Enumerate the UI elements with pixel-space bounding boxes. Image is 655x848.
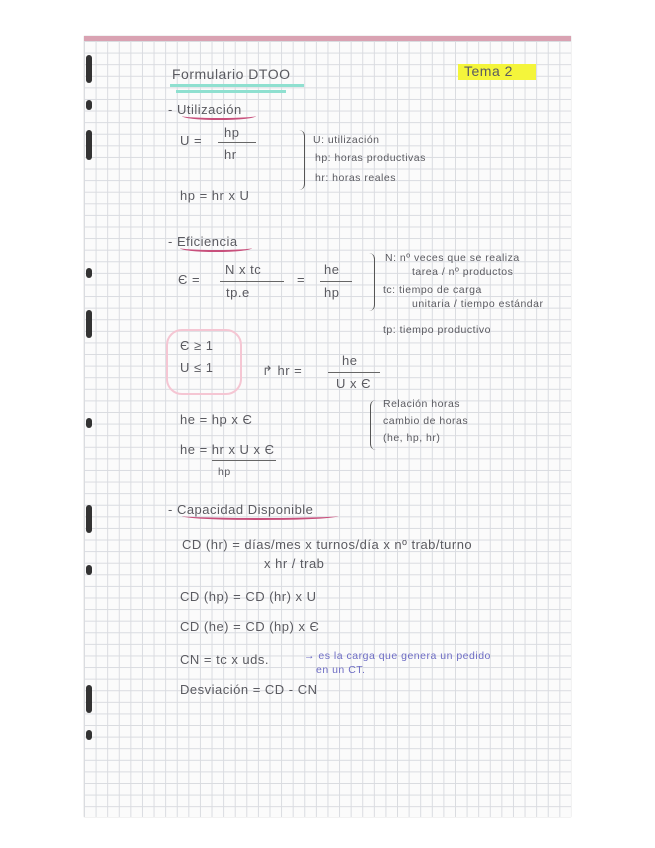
legend-item: U: utilización [313,134,380,146]
equals: = [297,272,306,287]
legend-item: tp: tiempo productivo [383,324,491,336]
section-heading: - Utilización [168,102,242,117]
fraction-numerator: he [342,353,358,368]
formula-lhs: Є = [178,272,201,287]
formula-lhs: ↱ hr = [262,363,303,378]
legend-item: tarea / nº productos [412,266,514,278]
fraction-denominator: hp [324,285,340,300]
brace [298,130,305,190]
formula: he = hr x U x Є [180,442,275,457]
binder-hole [86,100,92,110]
topic-tag: Tema 2 [464,63,513,79]
annotation-note: → es la carga que genera un pedido [304,650,491,662]
fraction-line [320,281,352,282]
binder-hole [86,730,92,740]
brace [370,400,377,450]
fraction-line [328,372,380,373]
fraction-line [220,281,284,282]
formula: CN = tc x uds. [180,652,269,667]
binder-hole [86,268,92,278]
binder-hole [86,685,92,713]
binder-hole [86,130,92,160]
relation-note: cambio de horas [383,415,469,427]
fraction-denominator: U x Є [336,376,371,391]
fraction-denominator: tp.e [226,285,250,300]
fraction-denominator: hr [224,147,237,162]
fraction-numerator: N x tc [225,262,262,277]
page-title: Formulario DTOO [172,66,291,82]
formula: CD (hp) = CD (hr) x U [180,589,317,604]
title-highlight [170,84,304,87]
fraction-numerator: hp [224,125,240,140]
heading-underline [182,512,338,520]
formula-continuation: x hr / trab [264,556,325,571]
relation-note: (he, hp, hr) [383,432,441,444]
formula: CD (hr) = días/mes x turnos/día x nº trab/turno [182,537,473,552]
heading-underline [180,244,252,252]
binder-hole [86,55,92,83]
heading-underline [182,112,256,120]
legend-item: unitaria / tiempo estándar [412,298,544,310]
brace [368,253,375,311]
formula: he = hp x Є [180,412,253,427]
section-heading: - Eficiencia [168,234,238,249]
legend-item: hr: horas reales [315,172,396,184]
condition: Є ≥ 1 [180,338,214,353]
relation-note: Relación horas [383,398,461,410]
section-heading: - Capacidad Disponible [168,502,314,517]
binder-hole [86,565,92,575]
binder-hole [86,505,92,533]
formula: hp = hr x U [180,188,250,203]
underbrace [212,460,276,461]
formula: CD (he) = CD (hp) x Є [180,619,320,634]
annotation-note: en un CT. [316,664,366,676]
fraction-line [218,142,256,143]
legend-item: N: nº veces que se realiza [385,252,520,264]
formula: Desviación = CD - CN [180,682,318,697]
fraction-numerator: he [324,262,340,277]
legend-item: tc: tiempo de carga [383,284,482,296]
underbrace-label: hp [218,466,231,478]
legend-item: hp: horas productivas [315,152,426,164]
condition: U ≤ 1 [180,360,214,375]
binder-hole [86,310,92,338]
formula-lhs: U = [180,133,203,148]
title-highlight [176,90,286,93]
binder-hole [86,418,92,428]
